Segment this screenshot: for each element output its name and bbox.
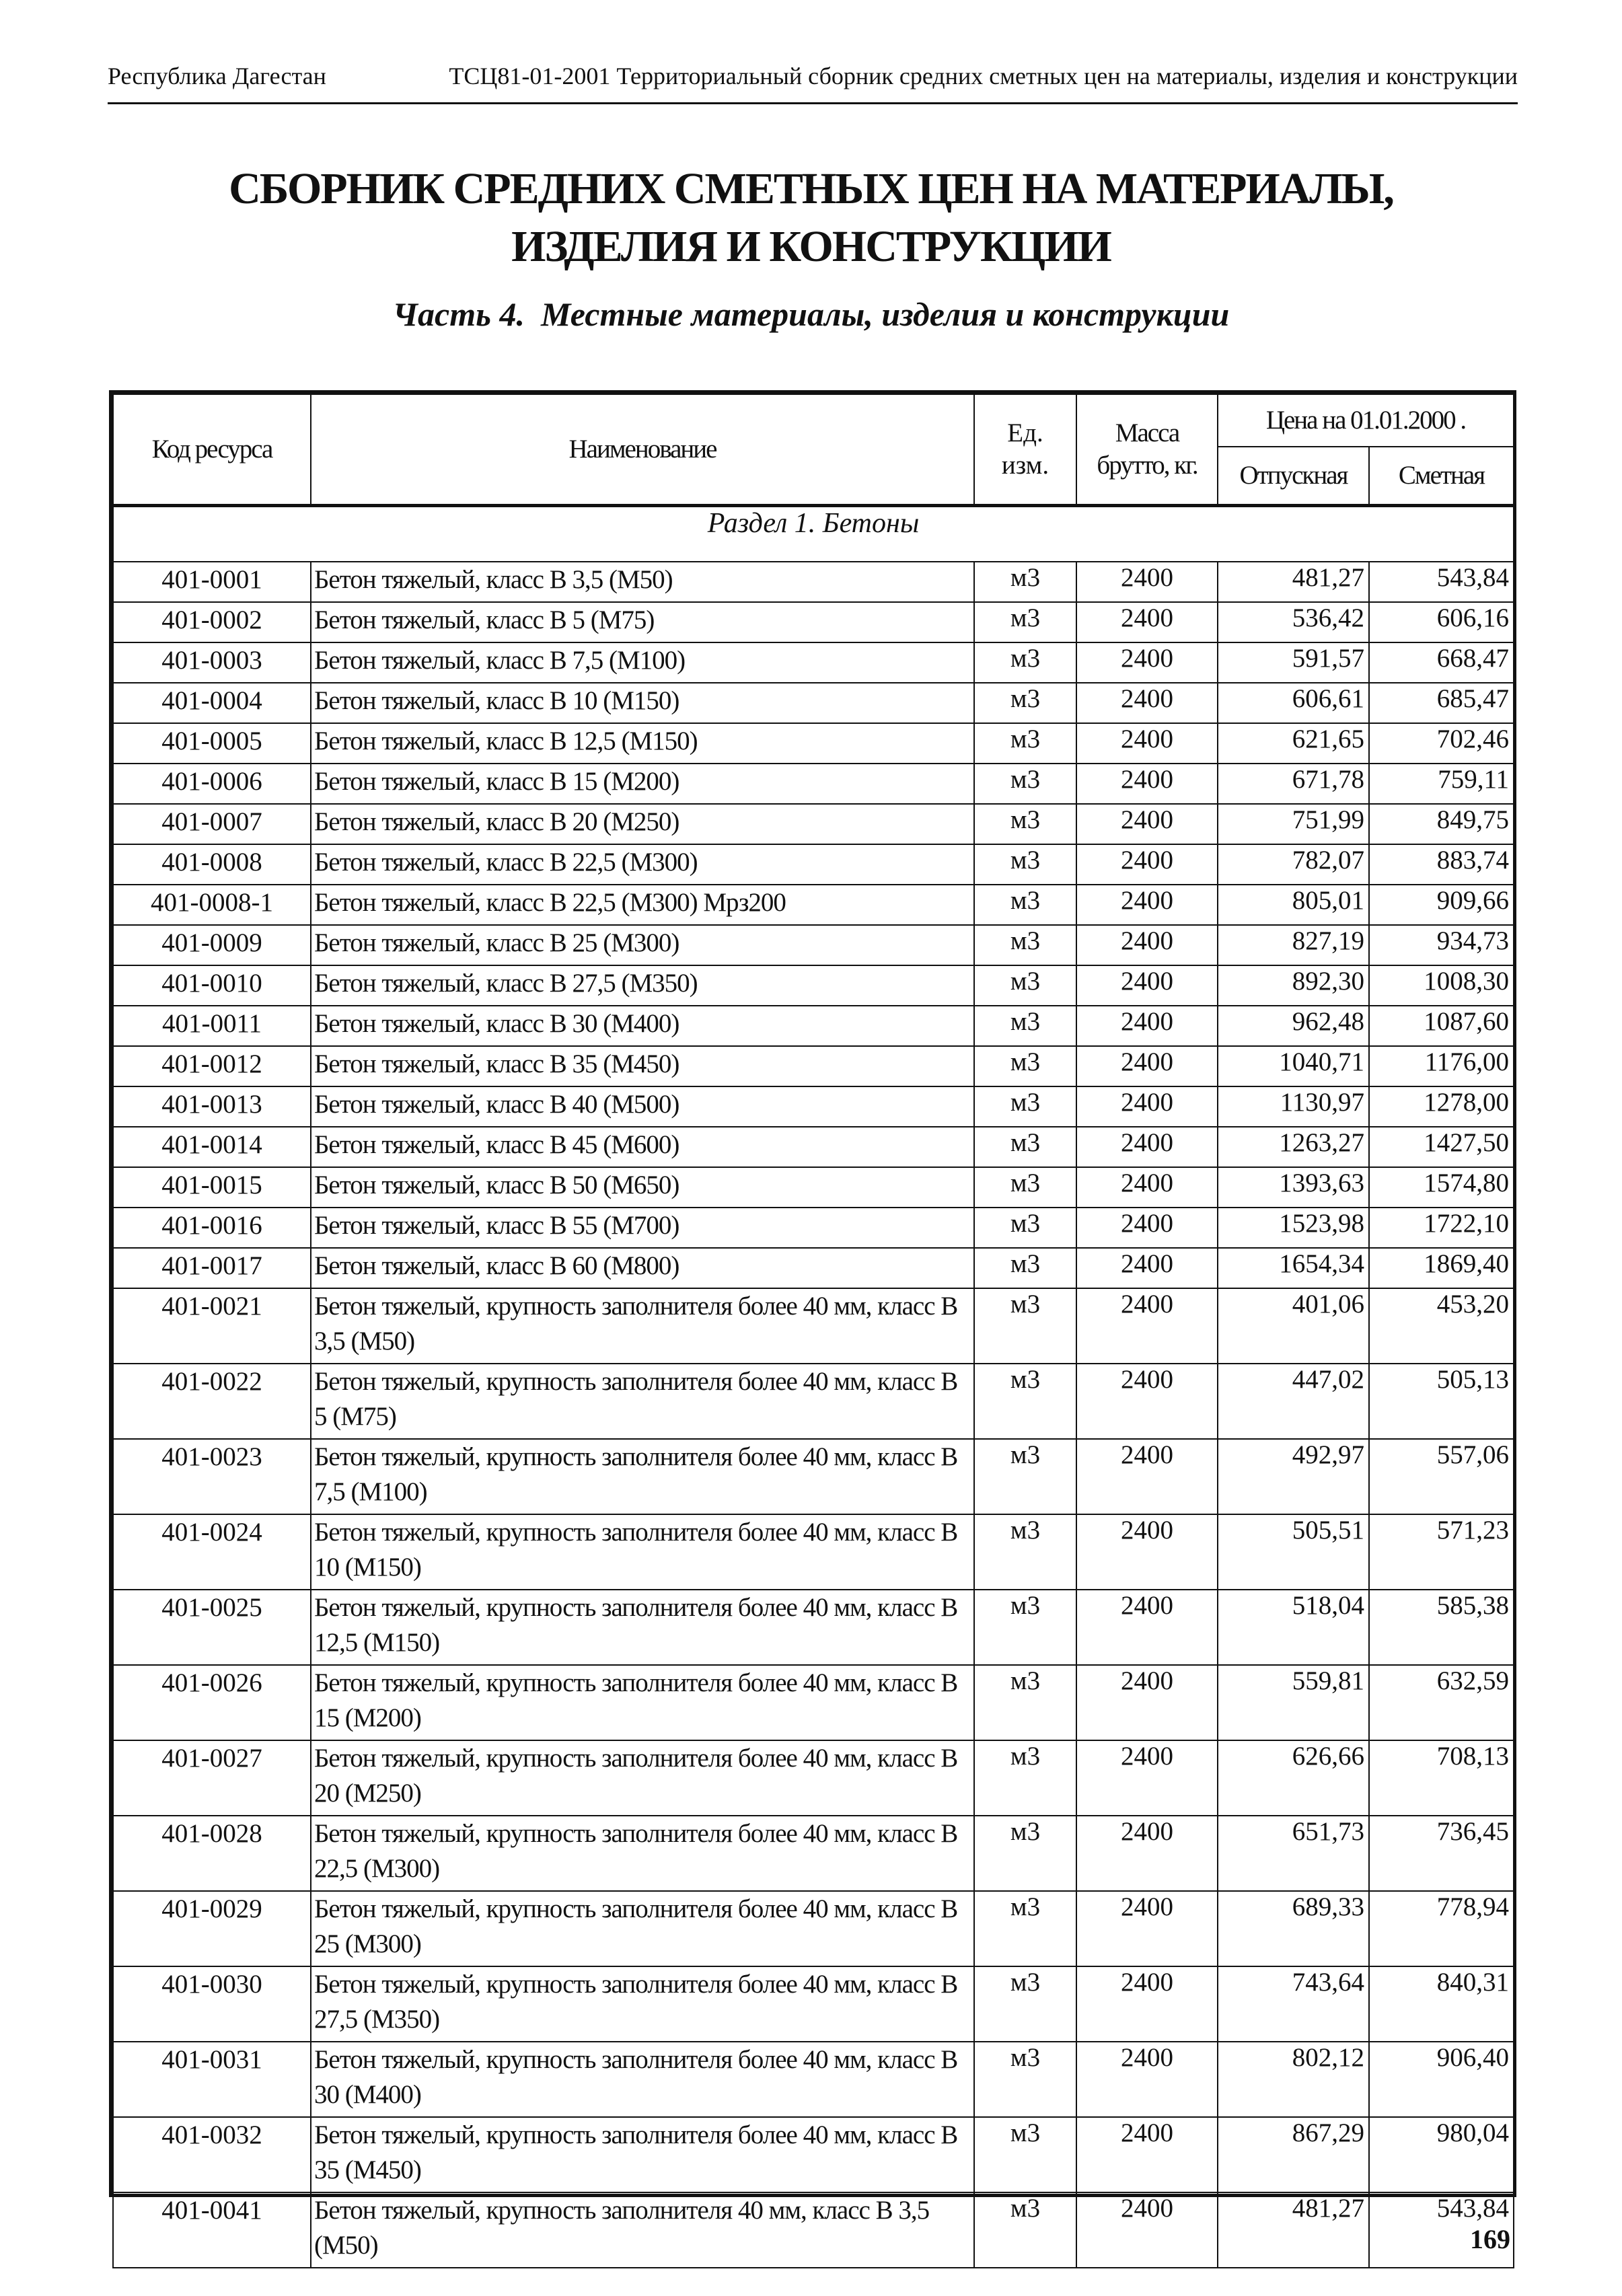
resource-code: 401-0009 (113, 925, 311, 965)
release-price: 591,57 (1218, 642, 1369, 683)
price-table (112, 394, 1514, 2268)
unit-of-measure: м3 (974, 1006, 1076, 1046)
gross-mass: 2400 (1076, 723, 1218, 764)
table-row (113, 1364, 1514, 1439)
unit-of-measure: м3 (974, 1590, 1076, 1665)
material-name: Бетон тяжелый, класс В 25 (М300) (311, 925, 974, 965)
table-row (113, 1590, 1514, 1665)
material-name: Бетон тяжелый, крупность заполнителя более 40 мм, класс В 22,5 (М300) (311, 1816, 974, 1891)
table-row (113, 1208, 1514, 1248)
table-row (113, 764, 1514, 804)
table-row (113, 1966, 1514, 2042)
resource-code: 401-0026 (113, 1665, 311, 1740)
release-price: 492,97 (1218, 1439, 1369, 1514)
material-name: Бетон тяжелый, крупность заполнителя более 40 мм, класс В 25 (М300) (311, 1891, 974, 1966)
material-name: Бетон тяжелый, класс В 12,5 (М150) (311, 723, 974, 764)
release-price: 1263,27 (1218, 1127, 1369, 1167)
estimate-price: 585,38 (1369, 1590, 1514, 1665)
table-row (113, 2192, 1514, 2268)
material-name: Бетон тяжелый, крупность заполнителя более 40 мм, класс В 3,5 (М50) (311, 1288, 974, 1364)
gross-mass: 2400 (1076, 925, 1218, 965)
gross-mass: 2400 (1076, 1288, 1218, 1364)
gross-mass: 2400 (1076, 1167, 1218, 1208)
material-name: Бетон тяжелый, класс В 45 (М600) (311, 1127, 974, 1167)
release-price: 1040,71 (1218, 1046, 1369, 1086)
estimate-price: 759,11 (1369, 764, 1514, 804)
material-name: Бетон тяжелый, класс В 55 (М700) (311, 1208, 974, 1248)
gross-mass: 2400 (1076, 1590, 1218, 1665)
resource-code: 401-0008 (113, 844, 311, 885)
release-price: 481,27 (1218, 562, 1369, 602)
release-price: 626,66 (1218, 1740, 1369, 1816)
material-name: Бетон тяжелый, крупность заполнителя более 40 мм, класс В 20 (М250) (311, 1740, 974, 1816)
unit-of-measure: м3 (974, 925, 1076, 965)
table-row (113, 1891, 1514, 1966)
table-row (113, 965, 1514, 1006)
gross-mass: 2400 (1076, 1006, 1218, 1046)
resource-code: 401-0021 (113, 1288, 311, 1364)
gross-mass: 2400 (1076, 642, 1218, 683)
material-name: Бетон тяжелый, класс В 60 (М800) (311, 1248, 974, 1288)
unit-of-measure: м3 (974, 602, 1076, 642)
running-head-region: Республика Дагестан (108, 63, 326, 89)
resource-code: 401-0007 (113, 804, 311, 844)
part-name: Местные материалы, изделия и конструкции (540, 295, 1230, 333)
gross-mass: 2400 (1076, 1208, 1218, 1248)
release-price: 671,78 (1218, 764, 1369, 804)
release-price: 447,02 (1218, 1364, 1369, 1439)
resource-code: 401-0002 (113, 602, 311, 642)
release-price: 867,29 (1218, 2117, 1369, 2192)
release-price: 892,30 (1218, 965, 1369, 1006)
material-name: Бетон тяжелый, класс В 3,5 (М50) (311, 562, 974, 602)
document-title-line-2: ИЗДЕЛИЯ И КОНСТРУКЦИИ (511, 222, 1111, 271)
material-name: Бетон тяжелый, класс В 35 (М450) (311, 1046, 974, 1086)
table-header (113, 394, 1514, 506)
material-name: Бетон тяжелый, крупность заполнителя более 40 мм, класс В 35 (М450) (311, 2117, 974, 2192)
material-name: Бетон тяжелый, класс В 5 (М75) (311, 602, 974, 642)
unit-of-measure: м3 (974, 2117, 1076, 2192)
table-body (113, 506, 1514, 2268)
unit-of-measure: м3 (974, 1364, 1076, 1439)
table-row (113, 1086, 1514, 1127)
release-price: 401,06 (1218, 1288, 1369, 1364)
estimate-price: 934,73 (1369, 925, 1514, 965)
gross-mass: 2400 (1076, 1086, 1218, 1127)
material-name: Бетон тяжелый, крупность заполнителя 40 мм, класс В 3,5 (М50) (311, 2192, 974, 2268)
gross-mass: 2400 (1076, 1665, 1218, 1740)
resource-code: 401-0017 (113, 1248, 311, 1288)
table-row (113, 885, 1514, 925)
resource-code: 401-0010 (113, 965, 311, 1006)
material-name: Бетон тяжелый, класс В 27,5 (М350) (311, 965, 974, 1006)
resource-code: 401-0011 (113, 1006, 311, 1046)
gross-mass: 2400 (1076, 804, 1218, 844)
header-unit (974, 394, 1076, 506)
material-name: Бетон тяжелый, класс В 50 (М650) (311, 1167, 974, 1208)
header-unit-line-2: изм. (1001, 451, 1049, 480)
gross-mass: 2400 (1076, 602, 1218, 642)
release-price: 782,07 (1218, 844, 1369, 885)
unit-of-measure: м3 (974, 1127, 1076, 1167)
release-price: 743,64 (1218, 1966, 1369, 2042)
resource-code: 401-0005 (113, 723, 311, 764)
estimate-price: 840,31 (1369, 1966, 1514, 2042)
table-row (113, 1439, 1514, 1514)
material-name: Бетон тяжелый, крупность заполнителя более 40 мм, класс В 7,5 (М100) (311, 1439, 974, 1514)
gross-mass: 2400 (1076, 1966, 1218, 2042)
release-price: 559,81 (1218, 1665, 1369, 1740)
resource-code: 401-0012 (113, 1046, 311, 1086)
release-price: 1523,98 (1218, 1208, 1369, 1248)
release-price: 606,61 (1218, 683, 1369, 723)
release-price: 518,04 (1218, 1590, 1369, 1665)
table-row (113, 1665, 1514, 1740)
unit-of-measure: м3 (974, 965, 1076, 1006)
unit-of-measure: м3 (974, 1167, 1076, 1208)
unit-of-measure: м3 (974, 1966, 1076, 2042)
release-price: 481,27 (1218, 2192, 1369, 2268)
gross-mass: 2400 (1076, 1127, 1218, 1167)
resource-code: 401-0006 (113, 764, 311, 804)
header-price-estimate: Сметная (1369, 447, 1514, 506)
unit-of-measure: м3 (974, 1208, 1076, 1248)
estimate-price: 849,75 (1369, 804, 1514, 844)
estimate-price: 543,84 (1369, 562, 1514, 602)
release-price: 536,42 (1218, 602, 1369, 642)
release-price: 1654,34 (1218, 1248, 1369, 1288)
part-title (0, 295, 1622, 334)
table-row (113, 723, 1514, 764)
table-row (113, 1167, 1514, 1208)
resource-code: 401-0014 (113, 1127, 311, 1167)
header-mass (1076, 394, 1218, 506)
resource-code: 401-0001 (113, 562, 311, 602)
header-rule (108, 102, 1518, 104)
material-name: Бетон тяжелый, крупность заполнителя более 40 мм, класс В 27,5 (М350) (311, 1966, 974, 2042)
unit-of-measure: м3 (974, 642, 1076, 683)
release-price: 689,33 (1218, 1891, 1369, 1966)
resource-code: 401-0004 (113, 683, 311, 723)
material-name: Бетон тяжелый, класс В 22,5 (М300) (311, 844, 974, 885)
gross-mass: 2400 (1076, 2042, 1218, 2117)
table-row (113, 1046, 1514, 1086)
table-row (113, 562, 1514, 602)
header-code: Код ресурса (113, 394, 311, 506)
resource-code: 401-0013 (113, 1086, 311, 1127)
unit-of-measure: м3 (974, 1248, 1076, 1288)
unit-of-measure: м3 (974, 2042, 1076, 2117)
gross-mass: 2400 (1076, 2117, 1218, 2192)
release-price: 1130,97 (1218, 1086, 1369, 1127)
unit-of-measure: м3 (974, 1740, 1076, 1816)
material-name: Бетон тяжелый, класс В 30 (М400) (311, 1006, 974, 1046)
material-name: Бетон тяжелый, крупность заполнителя более 40 мм, класс В 30 (М400) (311, 2042, 974, 2117)
release-price: 962,48 (1218, 1006, 1369, 1046)
estimate-price: 1087,60 (1369, 1006, 1514, 1046)
gross-mass: 2400 (1076, 1891, 1218, 1966)
table-row (113, 844, 1514, 885)
release-price: 805,01 (1218, 885, 1369, 925)
gross-mass: 2400 (1076, 2192, 1218, 2268)
table-row (113, 1816, 1514, 1891)
estimate-price: 909,66 (1369, 885, 1514, 925)
gross-mass: 2400 (1076, 1046, 1218, 1086)
estimate-price: 543,84 (1369, 2192, 1514, 2268)
table-row (113, 683, 1514, 723)
resource-code: 401-0003 (113, 642, 311, 683)
estimate-price: 606,16 (1369, 602, 1514, 642)
material-name: Бетон тяжелый, крупность заполнителя более 40 мм, класс В 15 (М200) (311, 1665, 974, 1740)
release-price: 651,73 (1218, 1816, 1369, 1891)
table-row (113, 602, 1514, 642)
gross-mass: 2400 (1076, 1514, 1218, 1590)
release-price: 751,99 (1218, 804, 1369, 844)
resource-code: 401-0029 (113, 1891, 311, 1966)
unit-of-measure: м3 (974, 1816, 1076, 1891)
release-price: 505,51 (1218, 1514, 1369, 1590)
unit-of-measure: м3 (974, 2192, 1076, 2268)
unit-of-measure: м3 (974, 1288, 1076, 1364)
gross-mass: 2400 (1076, 885, 1218, 925)
estimate-price: 1869,40 (1369, 1248, 1514, 1288)
resource-code: 401-0031 (113, 2042, 311, 2117)
estimate-price: 668,47 (1369, 642, 1514, 683)
unit-of-measure: м3 (974, 764, 1076, 804)
resource-code: 401-0015 (113, 1167, 311, 1208)
resource-code: 401-0030 (113, 1966, 311, 2042)
estimate-price: 1176,00 (1369, 1046, 1514, 1086)
release-price: 827,19 (1218, 925, 1369, 965)
document-title (0, 160, 1622, 276)
document-title-line-1: СБОРНИК СРЕДНИХ СМЕТНЫХ ЦЕН НА МАТЕРИАЛЫ, (229, 164, 1393, 213)
material-name: Бетон тяжелый, класс В 10 (М150) (311, 683, 974, 723)
resource-code: 401-0016 (113, 1208, 311, 1248)
unit-of-measure: м3 (974, 562, 1076, 602)
resource-code: 401-0032 (113, 2117, 311, 2192)
material-name: Бетон тяжелый, класс В 20 (М250) (311, 804, 974, 844)
estimate-price: 1722,10 (1369, 1208, 1514, 1248)
estimate-price: 571,23 (1369, 1514, 1514, 1590)
table-row (113, 642, 1514, 683)
resource-code: 401-0024 (113, 1514, 311, 1590)
table-row (113, 2042, 1514, 2117)
material-name: Бетон тяжелый, крупность заполнителя более 40 мм, класс В 12,5 (М150) (311, 1590, 974, 1665)
header-price-group: Цена на 01.01.2000 . (1218, 394, 1514, 447)
estimate-price: 708,13 (1369, 1740, 1514, 1816)
resource-code: 401-0022 (113, 1364, 311, 1439)
table-row (113, 1006, 1514, 1046)
gross-mass: 2400 (1076, 844, 1218, 885)
header-mass-line-2: брутто, кг. (1097, 451, 1197, 480)
header-name: Наименование (311, 394, 974, 506)
page-number: 169 (1470, 2224, 1510, 2254)
estimate-price: 557,06 (1369, 1439, 1514, 1514)
gross-mass: 2400 (1076, 764, 1218, 804)
material-name: Бетон тяжелый, класс В 22,5 (М300) Мрз200 (311, 885, 974, 925)
material-name: Бетон тяжелый, класс В 7,5 (М100) (311, 642, 974, 683)
gross-mass: 2400 (1076, 562, 1218, 602)
release-price: 1393,63 (1218, 1167, 1369, 1208)
unit-of-measure: м3 (974, 1439, 1076, 1514)
table-row (113, 2117, 1514, 2192)
gross-mass: 2400 (1076, 683, 1218, 723)
estimate-price: 980,04 (1369, 2117, 1514, 2192)
table-row (113, 1740, 1514, 1816)
material-name: Бетон тяжелый, крупность заполнителя более 40 мм, класс В 5 (М75) (311, 1364, 974, 1439)
unit-of-measure: м3 (974, 804, 1076, 844)
resource-code: 401-0025 (113, 1590, 311, 1665)
estimate-price: 505,13 (1369, 1364, 1514, 1439)
unit-of-measure: м3 (974, 885, 1076, 925)
unit-of-measure: м3 (974, 723, 1076, 764)
release-price: 621,65 (1218, 723, 1369, 764)
resource-code: 401-0028 (113, 1816, 311, 1891)
estimate-price: 883,74 (1369, 844, 1514, 885)
estimate-price: 632,59 (1369, 1665, 1514, 1740)
table-row (113, 1248, 1514, 1288)
estimate-price: 1278,00 (1369, 1086, 1514, 1127)
table-row (113, 1127, 1514, 1167)
table-row (113, 804, 1514, 844)
estimate-price: 1008,30 (1369, 965, 1514, 1006)
gross-mass: 2400 (1076, 1364, 1218, 1439)
release-price: 802,12 (1218, 2042, 1369, 2117)
header-price-release: Отпускная (1218, 447, 1369, 506)
table-row (113, 1288, 1514, 1364)
estimate-price: 736,45 (1369, 1816, 1514, 1891)
estimate-price: 702,46 (1369, 723, 1514, 764)
estimate-price: 453,20 (1369, 1288, 1514, 1364)
unit-of-measure: м3 (974, 1046, 1076, 1086)
gross-mass: 2400 (1076, 1740, 1218, 1816)
estimate-price: 778,94 (1369, 1891, 1514, 1966)
unit-of-measure: м3 (974, 1086, 1076, 1127)
gross-mass: 2400 (1076, 1816, 1218, 1891)
material-name: Бетон тяжелый, класс В 15 (М200) (311, 764, 974, 804)
estimate-price: 685,47 (1369, 683, 1514, 723)
unit-of-measure: м3 (974, 683, 1076, 723)
resource-code: 401-0027 (113, 1740, 311, 1816)
section-row (113, 506, 1514, 562)
section-title: Раздел 1. Бетоны (113, 506, 1514, 562)
running-head-collection: ТСЦ81-01-2001 Территориальный сборник средних сметных цен на материалы, изделия и конструкции (449, 63, 1518, 89)
estimate-price: 1427,50 (1369, 1127, 1514, 1167)
unit-of-measure: м3 (974, 1891, 1076, 1966)
unit-of-measure: м3 (974, 844, 1076, 885)
estimate-price: 1574,80 (1369, 1167, 1514, 1208)
resource-code: 401-0008-1 (113, 885, 311, 925)
table-row (113, 1514, 1514, 1590)
unit-of-measure: м3 (974, 1665, 1076, 1740)
unit-of-measure: м3 (974, 1514, 1076, 1590)
gross-mass: 2400 (1076, 1439, 1218, 1514)
part-label: Часть 4. (392, 295, 525, 333)
material-name: Бетон тяжелый, класс В 40 (М500) (311, 1086, 974, 1127)
material-name: Бетон тяжелый, крупность заполнителя более 40 мм, класс В 10 (М150) (311, 1514, 974, 1590)
estimate-price: 906,40 (1369, 2042, 1514, 2117)
table-row (113, 925, 1514, 965)
header-mass-line-1: Масса (1115, 418, 1179, 447)
resource-code: 401-0023 (113, 1439, 311, 1514)
gross-mass: 2400 (1076, 1248, 1218, 1288)
gross-mass: 2400 (1076, 965, 1218, 1006)
resource-code: 401-0041 (113, 2192, 311, 2268)
header-unit-line-1: Ед. (1007, 418, 1043, 447)
